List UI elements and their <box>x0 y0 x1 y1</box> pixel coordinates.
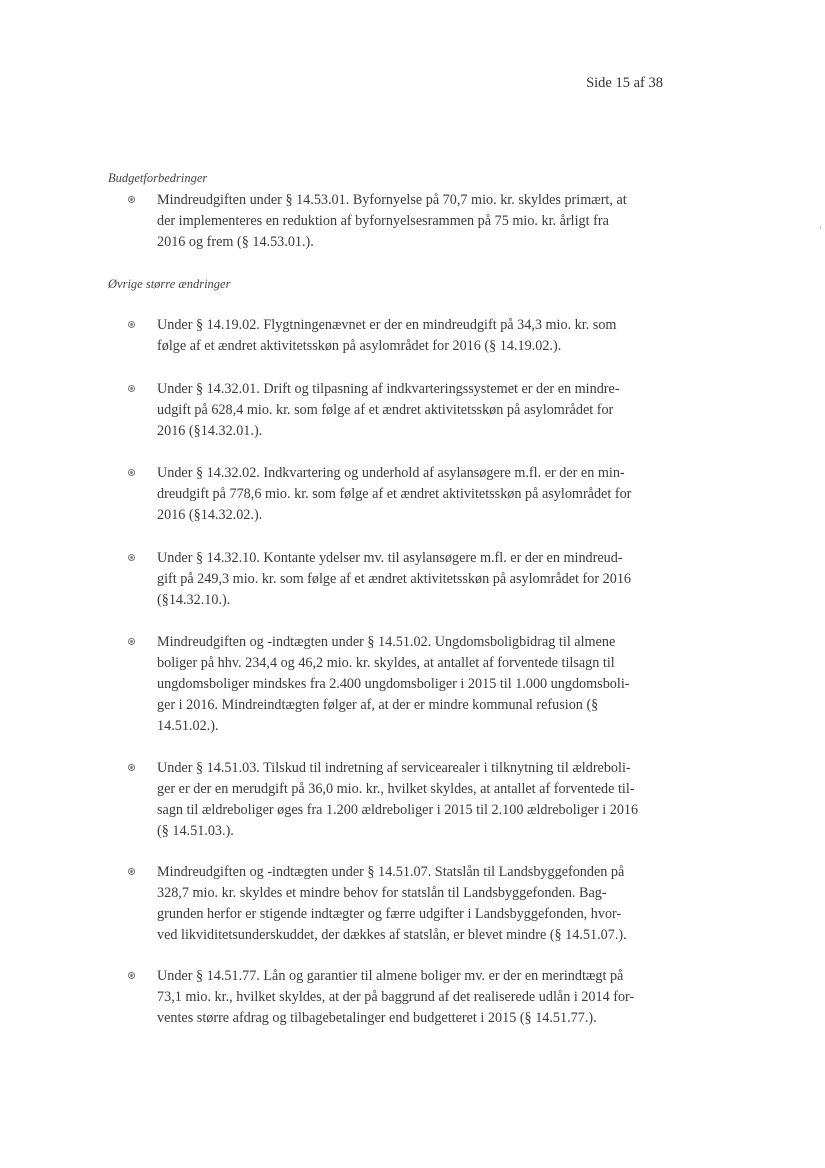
text-line: boliger på hhv. 234,4 og 46,2 mio. kr. skyldes, at antallet af forventede tilsagn til <box>157 655 615 671</box>
text-line: Under § 14.19.02. Flygtningenævnet er der en mindreudgift på 34,3 mio. kr. som <box>157 317 617 333</box>
bullet-icon <box>128 554 135 561</box>
text-line: 73,1 mio. kr., hvilket skyldes, at der på baggrund af det realiserede udlån i 2014 for- <box>157 989 635 1005</box>
text-line: (§ 14.51.03.). <box>157 823 234 839</box>
text-line: Mindreudgiften under § 14.53.01. Byfornyelse på 70,7 mio. kr. skyldes primært, at <box>157 192 627 208</box>
page-number: Side 15 af 38 <box>586 75 663 91</box>
text-line: der implementeres en reduktion af byfornyelsesrammen på 75 mio. kr. årligt fra <box>157 213 609 229</box>
section-heading-budgetforbedringer: Budgetforbedringer <box>108 171 208 185</box>
bullet-icon <box>128 972 135 979</box>
text-line: sagn til ældreboliger øges fra 1.200 ældreboliger i 2015 til 2.100 ældreboliger i 2016 <box>157 802 639 818</box>
text-line: Under § 14.32.01. Drift og tilpasning af indkvarteringssystemet er der en mindre- <box>157 381 620 397</box>
list-item-text <box>157 379 667 442</box>
scan-edge-mark <box>820 226 821 229</box>
text-line: Mindreudgiften og -indtægten under § 14.51.07. Statslån til Landsbyggefonden på <box>157 864 625 880</box>
bullet-icon <box>128 196 135 203</box>
text-line: 2016 (§14.32.02.). <box>157 507 263 523</box>
text-line: Under § 14.32.10. Kontante ydelser mv. til asylansøgere m.fl. er der en mindreud- <box>157 550 623 566</box>
list-item-text <box>157 966 667 1029</box>
bullet-icon <box>128 321 135 328</box>
text-line: 14.51.02.). <box>157 718 219 734</box>
text-line: grunden herfor er stigende indtægter og færre udgifter i Landsbyggefonden, hvor- <box>157 906 622 922</box>
text-line: udgift på 628,4 mio. kr. som følge af et ændret aktivitetsskøn på asylområdet for <box>157 402 614 418</box>
list-item-text <box>157 632 667 737</box>
bullet-icon <box>128 868 135 875</box>
text-line: Mindreudgiften og -indtægten under § 14.51.02. Ungdomsboligbidrag til almene <box>157 634 616 650</box>
section-heading-oevrige-stoerre-aendringer: Øvrige større ændringer <box>108 277 231 291</box>
list-item-text <box>157 463 667 526</box>
list-item-text <box>157 190 667 253</box>
text-line: Under § 14.51.77. Lån og garantier til almene boliger mv. er der en merindtægt på <box>157 968 624 984</box>
text-line: følge af et ændret aktivitetsskøn på asylområdet for 2016 (§ 14.19.02.). <box>157 338 562 354</box>
text-line: 2016 (§14.32.01.). <box>157 423 263 439</box>
bullet-icon <box>128 638 135 645</box>
text-line: ventes større afdrag og tilbagebetalinger end budgetteret i 2015 (§ 14.51.77.). <box>157 1010 597 1026</box>
text-line: 328,7 mio. kr. skyldes et mindre behov for statslån til Landsbyggefonden. Bag- <box>157 885 607 901</box>
list-item-text <box>157 315 667 357</box>
text-line: ger i 2016. Mindreindtægten følger af, at der er mindre kommunal refusion (§ <box>157 697 599 713</box>
text-line: Under § 14.32.02. Indkvartering og underhold af asylansøgere m.fl. er der en min- <box>157 465 625 481</box>
bullet-icon <box>128 469 135 476</box>
list-item-text <box>157 758 667 842</box>
text-line: Under § 14.51.03. Tilskud til indretning af servicearealer i tilknytning til ældreboli- <box>157 760 631 776</box>
bullet-icon <box>128 385 135 392</box>
list-item-text <box>157 548 667 611</box>
text-line: ved likviditetsunderskuddet, der dækkes af statslån, er blevet mindre (§ 14.51.07.). <box>157 927 627 943</box>
text-line: dreudgift på 778,6 mio. kr. som følge af et ændret aktivitetsskøn på asylområdet for <box>157 486 632 502</box>
text-line: ger er der en merudgift på 36,0 mio. kr., hvilket skyldes, at antallet af forventede til- <box>157 781 635 797</box>
bullet-icon <box>128 764 135 771</box>
text-line: gift på 249,3 mio. kr. som følge af et ændret aktivitetsskøn på asylområdet for 2016 <box>157 571 632 587</box>
list-item-text <box>157 862 667 946</box>
text-line: ungdomsboliger mindskes fra 2.400 ungdomsboliger i 2015 til 1.000 ungdomsboli- <box>157 676 630 692</box>
text-line: (§14.32.10.). <box>157 592 231 608</box>
text-line: 2016 og frem (§ 14.53.01.). <box>157 234 314 250</box>
